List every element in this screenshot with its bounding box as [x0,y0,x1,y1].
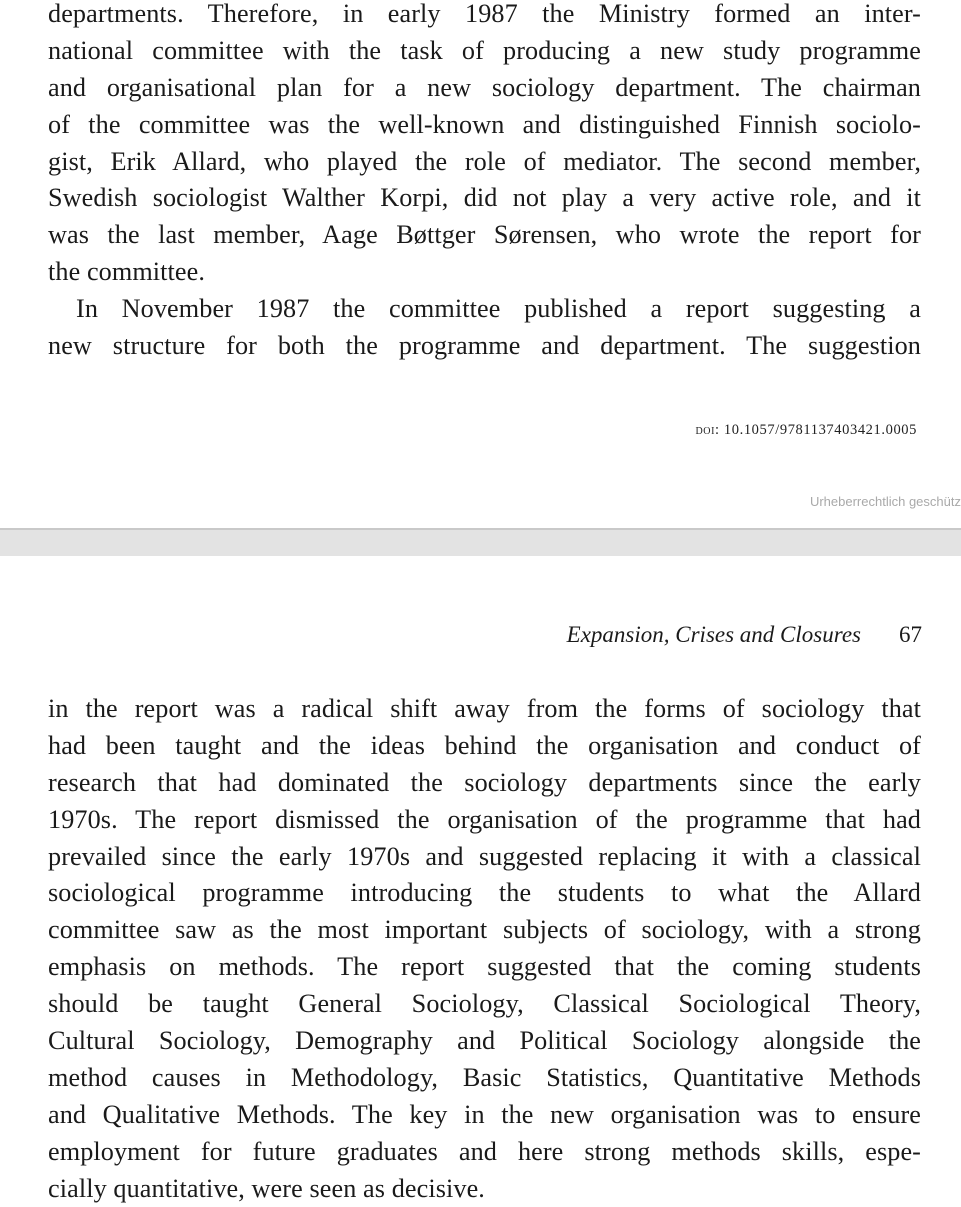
text-line: Swedish sociologist Walther Korpi, did not play a very active role, and it [48,183,921,213]
text-line: gist, Erik Allard, who played the role of mediator. The second member, [48,146,921,176]
text-line: in the report was a radical shift away from the forms of sociology that [48,694,921,723]
running-head-title: Expansion, Crises and Closures [566,622,861,647]
text-line: 1970s. The report dismissed the organisation of the programme that had [48,804,921,834]
text-line: and organisational plan for a new sociology department. The chairman [48,72,921,102]
text-line: sociological programme introducing the students to what the Allard [48,878,921,908]
text-line: should be taught General Sociology, Classical Sociological Theory, [48,989,921,1019]
text-line: Cultural Sociology, Demography and Political Sociology alongside the [48,1026,921,1056]
text-line: and Qualitative Methods. The key in the new organisation was to ensure [48,1099,921,1129]
text-line: emphasis on methods. The report suggested that the coming students [48,952,921,982]
text-line: employment for future graduates and here strong methods skills, espe- [48,1136,921,1166]
copyright-watermark: Urheberrechtlich geschütz [809,494,961,509]
text-line: method causes in Methodology, Basic Statistics, Quantitative Methods [48,1062,921,1092]
top-page-body-text [48,0,921,365]
page-number: 67 [899,622,922,647]
text-line: had been taught and the ideas behind the organisation and conduct of [48,730,921,760]
running-head [0,622,922,648]
text-line: departments. Therefore, in early 1987 the Ministry formed an inter- [48,0,921,28]
text-line: new structure for both the programme and department. The suggestion [48,331,921,361]
text-line: of the committee was the well-known and distinguished Finnish sociolo- [48,109,921,139]
text-line: In November 1987 the committee published a report suggesting a [76,294,921,324]
text-line: was the last member, Aage Bøttger Sørensen, who wrote the report for [48,220,921,250]
text-line: committee saw as the most important subjects of sociology, with a strong [48,915,921,945]
text-line: national committee with the task of producing a new study programme [48,35,921,65]
page-divider [0,528,961,556]
text-line: prevailed since the early 1970s and suggested replacing it with a classical [48,841,921,871]
doi-value: 10.1057/9781137403421.0005 [723,422,917,438]
text-line: the committee. [48,257,206,287]
text-line: cially quantitative, were seen as decisive. [48,1173,485,1203]
top-page [0,0,961,528]
doi-reference [695,422,917,439]
doi-label: doi: [695,422,720,438]
text-line: research that had dominated the sociology departments since the early [48,767,921,797]
bottom-page-body-text [48,691,921,1207]
